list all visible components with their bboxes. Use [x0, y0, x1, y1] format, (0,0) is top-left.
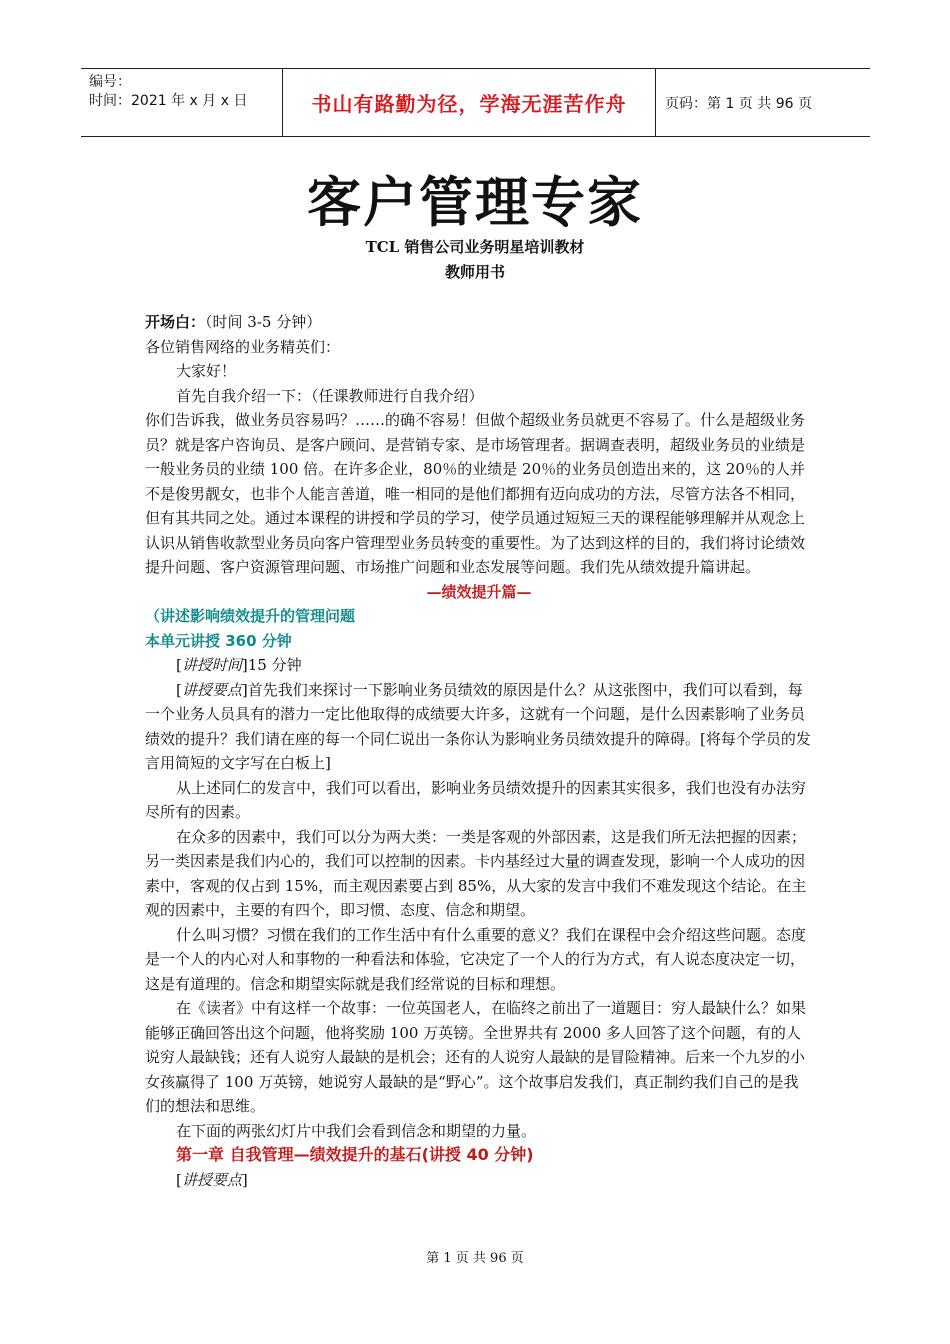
time-value: 15 分钟 — [247, 656, 302, 674]
document-subtitle: TCL 销售公司业务明星培训教材 — [365, 238, 585, 256]
opening-line — [145, 310, 813, 335]
teaching-time: [讲授时间]15 分钟 — [176, 656, 302, 674]
paragraph-1: 你们告诉我，做业务员容易吗？……的确不容易！但做个超级业务员就更不容易了。什么是超级业务员？就是客户咨询员、是客户顾问、是营销专家、是市场管理者。据调查表明，超级业务员的业绩是一般业务员的业绩 100 倍。在许多企业，80％的业绩是 20％的业务员创造出来的，这 20％的人并不是俊男靓女，也非个人能言善道，唯一相同的是他们都拥有迈向成功的方法，尽管方法各不相同，但有其共同之处。通过本课程的讲授和学员的学习，使学员通过短短三天的课程能够理解并从观念上认识从销售收款型业务员向客户管理型业务员转变的重要性。为了达到这样的目的，我们将讨论绩效提升问题、客户资源管理问题、市场推广问题和业态发展等问题。我们先从绩效提升篇讲起。 — [145, 411, 806, 576]
last-point-tag: 讲授要点 — [181, 1170, 242, 1189]
time-label: 时间：2021 年 x 月 x 日 — [89, 93, 248, 109]
code-label: 编号： — [89, 74, 131, 90]
page-info: 页码：第 1 页 共 96 页 — [665, 96, 812, 112]
paragraph-6: 在《读者》中有这样一个故事：一位英国老人，在临终之前出了一道题目：穷人最缺什么？如果能够正确回答出这个问题，他将奖励 100 万英镑。全世界共有 2000 多人回答了这个问题，有的人说穷人最缺钱；还有人说穷人最缺的是机会；还有的人说穷人最缺的是冒险精神。后来一个九岁的小女孩赢得了 100 万英镑，她说穷人最缺的是“野心”。这个故事启发我们，真正制约我们自己的是我们的想法和思维。 — [145, 999, 807, 1115]
opening-label: 开场白： — [145, 313, 206, 331]
document-body — [145, 310, 813, 1192]
opening-time: （时间 3-5 分钟） — [205, 313, 322, 331]
paragraph-2-text: 首先我们来探讨一下影响业务员绩效的原因是什么？从这张图中，我们可以看到，每一个业务人员具有的潜力一定比他取得的成绩要大许多，这就有一个问题，是什么因素影响了业务员绩效的提升？我们请在座的每一个同仁说出一条你认为影响业务员绩效提升的障碍。 — [145, 680, 806, 748]
header-table — [81, 68, 870, 137]
header-motto-cell — [282, 69, 656, 136]
chapter-1-heading: 第一章 自我管理—绩效提升的基石(讲授 40 分钟) — [176, 1145, 534, 1164]
paragraph-5: 什么叫习惯？习惯在我们的工作生活中有什么重要的意义？我们在课程中会介绍这些问题。态度是一个人的内心对人和事物的一种看法和体验，它决定了一个人的行为方式，有人说态度决定一切，这是有道理的。信念和期望实际就是我们经常说的目标和理想。 — [145, 925, 807, 993]
paragraph-4: 在众多的因素中，我们可以分为两大类：一类是客观的外部因素，这是我们所无法把握的因素；另一类因素是我们内心的，我们可以控制的因素。卡内基经过大量的调查发现，影响一个人成功的因素中，客观的仅占到 15%，而主观因素要占到 85%，从大家的发言中我们不难发现这个结论。在主观的因素中，主要的有四个，即习惯、态度、信念和期望。 — [145, 827, 807, 919]
hello: 大家好！ — [176, 362, 237, 380]
document-title: 客户管理专家 — [307, 170, 643, 234]
paragraph-3: 从上述同仁的发言中，我们可以看出，影响业务员绩效提升的因素其实很多，我们也没有办法穷尽所有的因素。 — [145, 778, 807, 821]
document-subtitle-2: 教师用书 — [444, 263, 505, 281]
teal-heading-1: （讲述影响绩效提升的管理问题 — [145, 607, 356, 625]
page-footer: 第 1 页 共 96 页 — [426, 1251, 524, 1266]
paragraph-7: 在下面的两张幻灯片中我们会看到信念和期望的力量。 — [176, 1121, 537, 1140]
last-point: [讲授要点] — [176, 1170, 248, 1189]
paragraph-2-note: [将每个学员的发言用简短的文字写在白板上] — [145, 729, 811, 772]
motto-text: 书山有路勤为径，学海无涯苦作舟 — [311, 92, 627, 116]
time-tag: 讲授时间 — [181, 656, 242, 674]
header-meta — [89, 73, 279, 111]
section-title: —绩效提升篇— — [426, 582, 532, 601]
intro: 首先自我介绍一下：（任课教师进行自我介绍） — [176, 386, 484, 405]
teal-heading-2: 本单元讲授 360 分钟 — [145, 631, 292, 650]
greeting: 各位销售网络的业务精英们： — [145, 337, 341, 356]
point-tag: 讲授要点 — [181, 680, 242, 699]
paragraph-2: [讲授要点]首先我们来探讨一下影响业务员绩效的原因是什么？从这张图中，我们可以看到，每一个业务人员具有的潜力一定比他取得的成绩要大许多，这就有一个问题，是什么因素影响了业务员绩效的提升？我们请在座的每一个同仁说出一条你认为影响业务员绩效提升的障碍。[将每个学员的发言用简短的文字写在白板上] — [145, 680, 811, 772]
